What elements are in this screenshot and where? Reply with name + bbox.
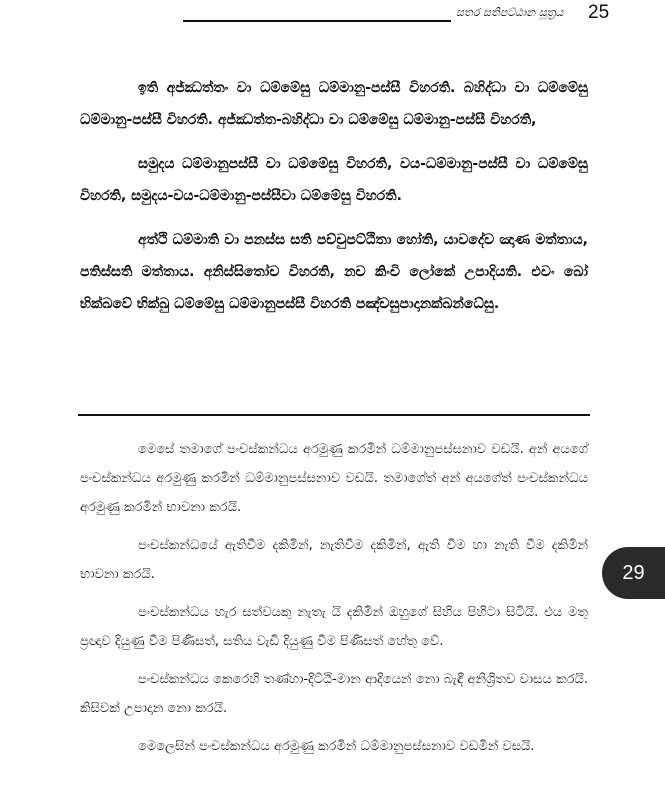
section-divider	[78, 414, 590, 416]
running-title: සතර සතිපට්ඨාන සූත්‍රය	[456, 6, 564, 19]
header-rule	[183, 20, 451, 22]
page-tab-badge[interactable]	[602, 547, 665, 599]
pali-paragraph: සමුදය ධම්මානුපස්සී වා ධම්මේසු විහරති, වය-ධම්මානු-පස්සී වා ධම්මේසු විහරති, සමුදය-වය-ධම්මානු-පස්සීවා ධම්මේසු විහරති.	[80, 156, 588, 204]
explanation-paragraph: පංචස්කන්ධය හැර සත්වයකු නැතැ යි දකිමින් ඔහුගේ සිහිය පිහිටා සිටියි. එය මතු ප්‍රඥාව දියුණු වීම පිණිසත්, සතිය වැඩි දියුණු වීම පිණිසත් හේතු වේ.	[80, 605, 588, 649]
explanation-text-block	[80, 435, 588, 770]
explanation-paragraph: පංචස්කන්ධය කෙරෙහි තණ්හා-දිට්ඨි-මාන ආදියෙන් නො බැඳී අනිශ්‍රිතව වාසය කරයි. කිසිවක් උපාදාන නො කරයි.	[80, 672, 588, 716]
pali-paragraph: අත්ථි ධම්මාති වා පනස්ස සති පච්චුපට්ඨිතා හෝති, යාවදේව ඤාණ මත්තාය, පතිස්සති මත්තාය. අනිස්සිතෝච විහරති, නච කිංචි ලෝකේ උපාදියති. එවං ඛෝ භික්ඛවේ භික්ඛු ධම්මේසු ධම්මානුපස්සී විහරති පඤ්චසුපාදානක්ඛන්ධේසු.	[80, 232, 588, 312]
explanation-paragraph: මෙලෙසින් පංචස්කන්ධය අරමුණු කරමින් ධම්මානුපස්සනාව වඩමින් වසයි.	[138, 739, 535, 754]
explanation-paragraph: පංචස්කන්ධයේ ඇතිවීම දකිමින්, නැතිවීම දකිමින්, ඇති වීම හා නැති වීම දකිමින් භාවනා කරයි.	[80, 538, 588, 582]
pali-text-block	[80, 72, 588, 332]
pali-paragraph: ඉති අජ්ඣත්තං වා ධම්මේසු ධම්මානු-පස්සී විහරති. බහිද්ධා වා ධම්මේසු ධම්මානු-පස්සී විහරති. අජ්ඣත්ත-බහිද්ධා වා ධම්මේසු ධම්මානු-පස්සී විහරති,	[80, 80, 588, 128]
explanation-paragraph: මෙසේ තමාගේ පංචස්කන්ධය අරමුණු කරමින් ධම්මානුපස්සනාව වඩයි. අන් අයගේ පංචස්කන්ධය අරමුණු කරමින් ධම්මානුපස්සනාව වඩයි. තමාගේත් අන් අයගේත් පංචස්කන්ධය අරමුණු කරමින් භාවනා කරයි.	[80, 442, 588, 515]
page-number: 25	[588, 2, 610, 23]
page-tab-number: 29	[622, 561, 645, 584]
